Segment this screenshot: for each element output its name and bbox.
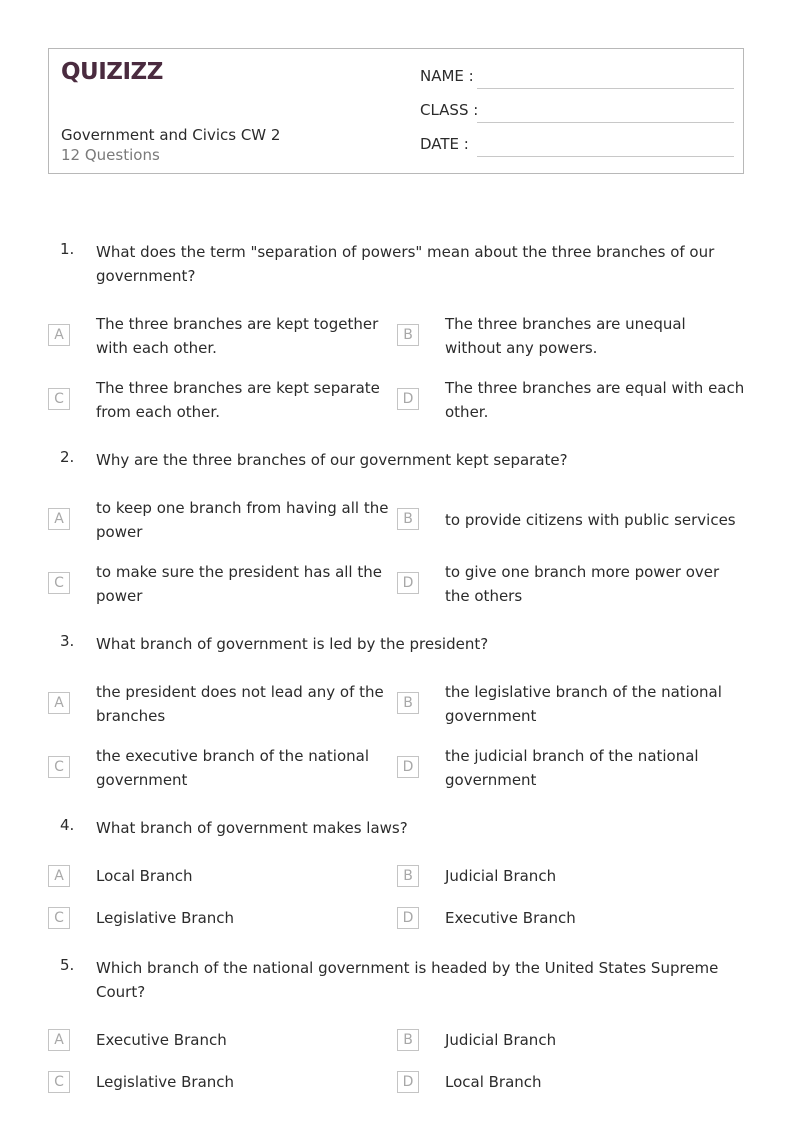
date-label: DATE :	[420, 135, 469, 153]
option-text: Executive Branch	[445, 909, 576, 927]
option-letter: D	[397, 756, 419, 778]
option-text: the legislative branch of the national government	[445, 683, 722, 725]
class-label: CLASS :	[420, 101, 479, 119]
worksheet-title: Government and Civics CW 2	[61, 126, 281, 144]
option-text: The three branches are unequal without any powers.	[445, 315, 686, 357]
question-text: Which branch of the national government is headed by the United States Supreme Court?	[96, 959, 719, 1001]
question-number: 4.	[60, 816, 75, 834]
option-letter: B	[397, 508, 419, 530]
option-letter: C	[48, 907, 70, 929]
option-letter: D	[397, 1071, 419, 1093]
option-letter: D	[397, 572, 419, 594]
option-letter: D	[397, 907, 419, 929]
option-text: The three branches are kept together with each other.	[96, 315, 379, 357]
option-text: Judicial Branch	[445, 867, 557, 885]
option-letter: A	[48, 865, 70, 887]
class-field[interactable]	[420, 101, 734, 123]
question-text: What does the term "separation of powers" mean about the three branches of our government?	[96, 243, 715, 285]
class-line[interactable]	[477, 122, 734, 123]
option-letter: B	[397, 324, 419, 346]
option-letter: B	[397, 1029, 419, 1051]
question-count: 12 Questions	[61, 146, 160, 164]
option-letter: B	[397, 692, 419, 714]
option-letter: D	[397, 388, 419, 410]
option-text: the judicial branch of the national government	[445, 747, 699, 789]
question-number: 3.	[60, 632, 75, 650]
option-text: to give one branch more power over the others	[445, 563, 720, 605]
worksheet-header	[48, 48, 744, 174]
option-text: Local Branch	[445, 1073, 542, 1091]
option-letter: C	[48, 756, 70, 778]
option-text: Judicial Branch	[445, 1031, 557, 1049]
option-letter: A	[48, 1029, 70, 1051]
option-text: Executive Branch	[96, 1031, 227, 1049]
option-text: to keep one branch from having all the power	[96, 499, 389, 541]
question-number: 2.	[60, 448, 75, 466]
option-letter: C	[48, 572, 70, 594]
option-letter: A	[48, 692, 70, 714]
option-text: to provide citizens with public services	[445, 511, 736, 529]
option-letter: C	[48, 388, 70, 410]
date-line[interactable]	[477, 156, 734, 157]
quizizz-logo: QUIZIZZ	[61, 59, 163, 85]
option-letter: A	[48, 508, 70, 530]
option-text: to make sure the president has all the power	[96, 563, 382, 605]
option-text: Legislative Branch	[96, 909, 235, 927]
name-label: NAME :	[420, 67, 474, 85]
name-field[interactable]	[420, 67, 734, 89]
question-text: What branch of government is led by the president?	[96, 635, 489, 653]
question-number: 5.	[60, 956, 75, 974]
name-line[interactable]	[477, 88, 734, 89]
option-letter: C	[48, 1071, 70, 1093]
option-text: Local Branch	[96, 867, 193, 885]
option-text: Legislative Branch	[96, 1073, 235, 1091]
option-text: The three branches are kept separate from each other.	[96, 379, 380, 421]
question-number: 1.	[60, 240, 75, 258]
option-letter: A	[48, 324, 70, 346]
option-text: the executive branch of the national government	[96, 747, 369, 789]
option-letter: B	[397, 865, 419, 887]
date-field[interactable]	[420, 135, 734, 157]
question-text: What branch of government makes laws?	[96, 819, 408, 837]
question-text: Why are the three branches of our government kept separate?	[96, 451, 568, 469]
option-text: The three branches are equal with each other.	[445, 379, 745, 421]
option-text: the president does not lead any of the branches	[96, 683, 384, 725]
